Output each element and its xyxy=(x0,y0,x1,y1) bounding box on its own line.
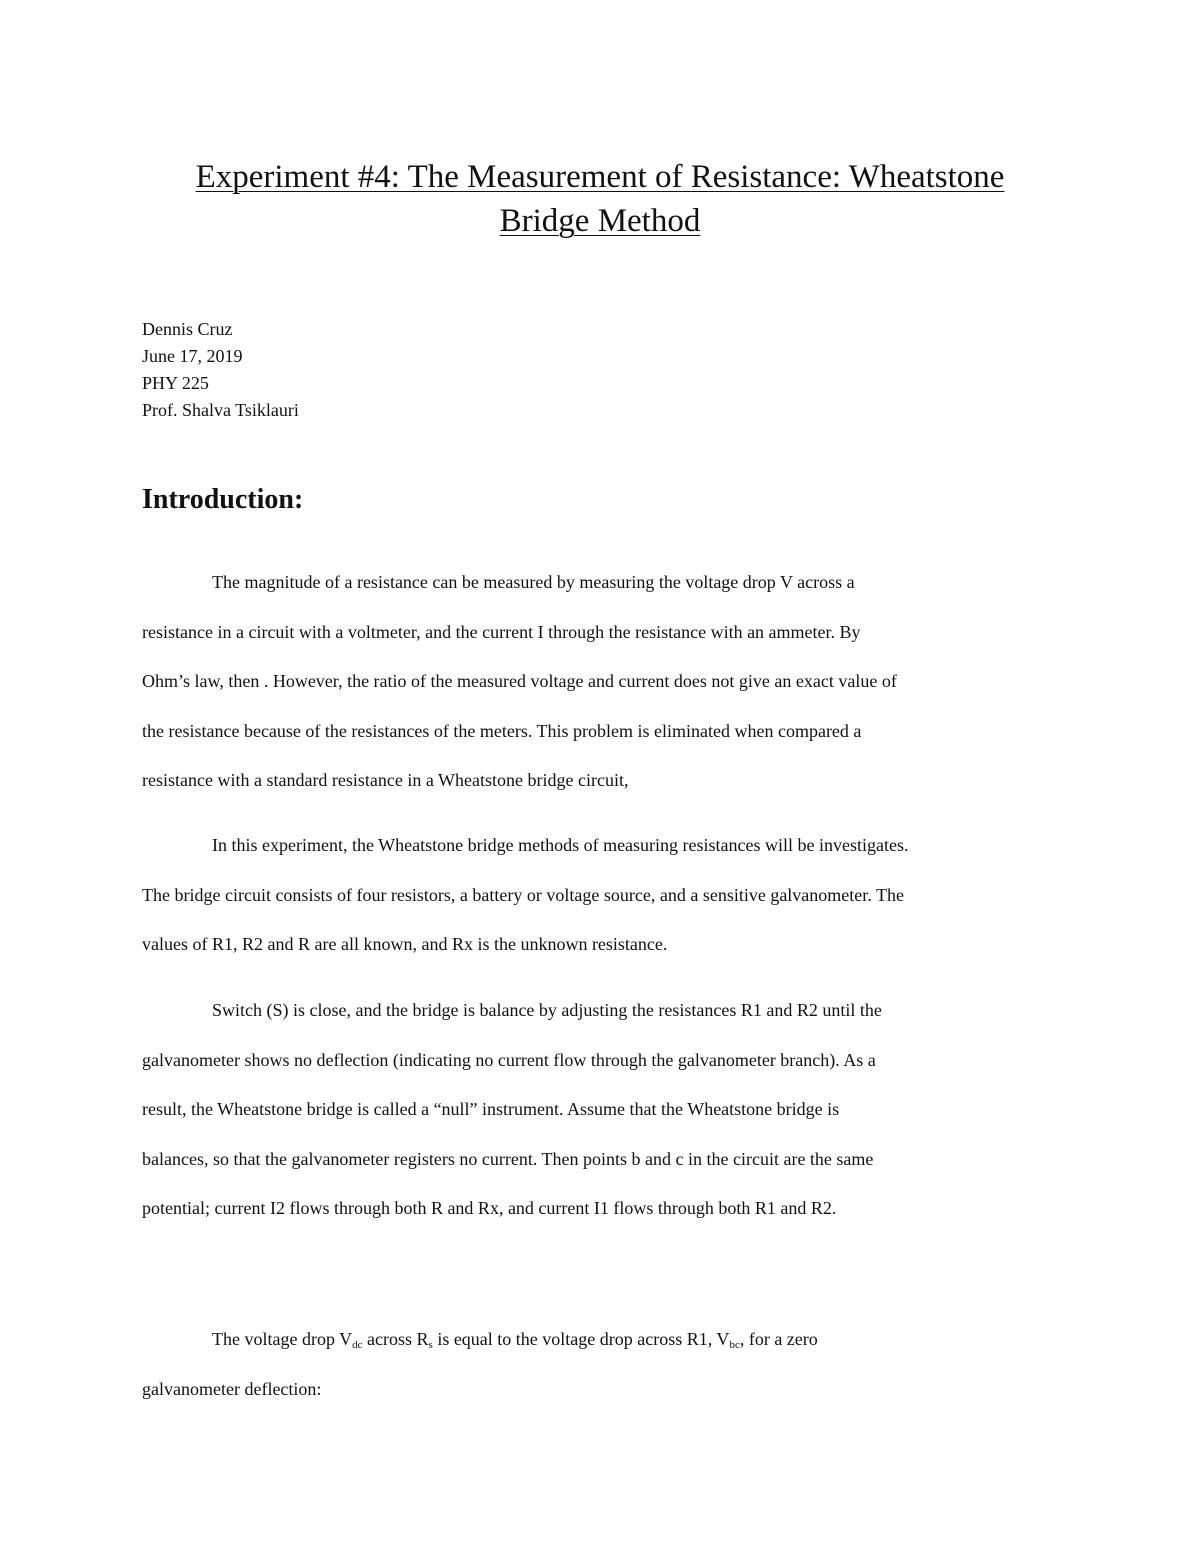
subscript-dc: dc xyxy=(352,1339,363,1351)
subscript-bc: bc xyxy=(729,1339,740,1351)
author-info-block xyxy=(142,316,299,424)
paragraph-line: resistance in a circuit with a voltmeter, and the current I through the resistance with an ammeter. By xyxy=(142,621,861,642)
paragraph-line: result, the Wheatstone bridge is called a “null” instrument. Assume that the Wheatstone bridge is xyxy=(142,1099,840,1120)
title-line-1: Experiment #4: The Measurement of Resistance: Wheatstone xyxy=(195,159,1005,195)
intro-paragraph-2 xyxy=(142,821,1062,970)
paragraph-line: galvanometer deflection: xyxy=(142,1378,322,1399)
paragraph-line: values of R1, R2 and R are all known, and Rx is the unknown resistance. xyxy=(142,934,668,955)
paragraph-line: balances, so that the galvanometer registers no current. Then points b and c in the circuit are the same xyxy=(142,1148,874,1169)
paragraph-line: The magnitude of a resistance can be measured by measuring the voltage drop V across a xyxy=(212,572,855,592)
paragraph-line: Switch (S) is close, and the bridge is balance by adjusting the resistances R1 and R2 until the xyxy=(212,1000,882,1020)
paragraph-line: the resistance because of the resistances of the meters. This problem is eliminated when compared a xyxy=(142,720,862,741)
document-title xyxy=(0,155,1200,243)
text-run: The voltage drop V xyxy=(212,1329,353,1349)
paragraph-line: galvanometer shows no deflection (indicating no current flow through the galvanometer branch). As a xyxy=(142,1049,876,1070)
paragraph-line: Ohm’s law, then . However, the ratio of the measured voltage and current does not give an exact value of xyxy=(142,671,897,692)
paragraph-line: potential; current I2 flows through both R and Rx, and current I1 flows through both R1 and R2. xyxy=(142,1198,837,1219)
paragraph-line: The bridge circuit consists of four resistors, a battery or voltage source, and a sensitive galvanometer. The xyxy=(142,884,904,905)
text-run: , for a zero xyxy=(739,1329,818,1349)
text-run: is equal to the voltage drop across R1, V xyxy=(432,1329,730,1349)
title-line-2: Bridge Method xyxy=(499,203,701,239)
text-run: across R xyxy=(362,1329,429,1349)
professor-name: Prof. Shalva Tsiklauri xyxy=(142,400,299,420)
paragraph-line: resistance with a standard resistance in a Wheatstone bridge circuit, xyxy=(142,770,629,791)
intro-paragraph-1 xyxy=(142,558,1062,806)
section-heading-introduction: Introduction: xyxy=(142,484,304,515)
author-name: Dennis Cruz xyxy=(142,319,233,339)
document-date: June 17, 2019 xyxy=(142,346,243,366)
subscript-s: s xyxy=(428,1339,433,1351)
intro-paragraph-4 xyxy=(142,1315,1062,1414)
course-code: PHY 225 xyxy=(142,373,209,393)
paragraph-line: In this experiment, the Wheatstone bridge methods of measuring resistances will be investigates. xyxy=(212,835,909,855)
paragraph-line xyxy=(142,1315,1062,1365)
intro-paragraph-3 xyxy=(142,986,1062,1234)
